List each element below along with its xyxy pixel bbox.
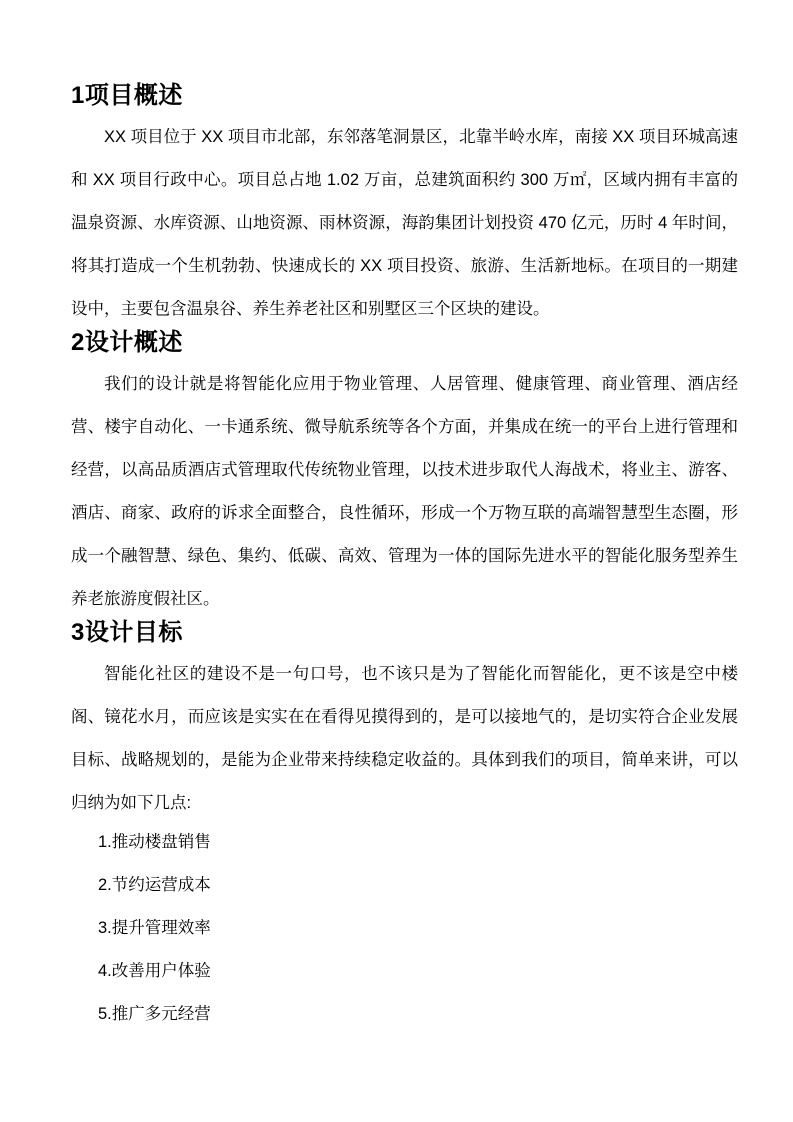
list-item-diversified-operation: 5.推广多元经营 xyxy=(98,1005,211,1023)
design-goal-list xyxy=(71,821,738,1036)
heading-project-overview: 1项目概述 xyxy=(71,82,183,109)
heading-design-goals: 3设计目标 xyxy=(71,619,183,646)
paragraph-design-goals: 智能化社区的建设不是一句口号，也不该只是为了智能化而智能化，更不该是空中楼阁、镜花水月，而应该是实实在在看得见摸得到的，是可以接地气的，是切实符合企业发展目标、战略规划的，是能为企业带来持续稳定收益的。具体到我们的项目，简单来讲，可以归纳为如下几点: xyxy=(71,665,738,812)
list-item-improve-efficiency: 3.提升管理效率 xyxy=(98,919,211,937)
paragraph-design-overview: 我们的设计就是将智能化应用于物业管理、人居管理、健康管理、商业管理、酒店经营、楼宇自动化、一卡通系统、微导航系统等各个方面，并集成在统一的平台上进行管理和经营，以高品质酒店式管理取代传统物业管理，以技术进步取代人海战术，将业主、游客、酒店、商家、政府的诉求全面整合，良性循环，形成一个万物互联的高端智慧型生态圈，形成一个融智慧、绿色、集约、低碳、高效、管理为一体的国际先进水平的智能化服务型养生养老旅游度假社区。 xyxy=(71,375,738,608)
list-item-improve-experience: 4.改善用户体验 xyxy=(98,962,211,980)
heading-design-overview: 2设计概述 xyxy=(71,329,183,356)
paragraph-project-overview: XX 项目位于 XX 项目市北部，东邻落笔洞景区，北靠半岭水库，南接 XX 项目环城高速和 XX 项目行政中心。项目总占地 1.02 万亩，总建筑面积约 300 万㎡，区域内拥有丰富的温泉资源、水库资源、山地资源、雨林资源，海韵集团计划投资 470 亿元，历时 4 年时间，将其打造成一个生机勃勃、快速成长的 XX 项目投资、旅游、生活新地标。在项目的一期建设中，主要包含温泉谷、养生养老社区和别墅区三个区块的建设。 xyxy=(71,128,738,318)
list-item-promote-sales: 1.推动楼盘销售 xyxy=(98,833,211,851)
list-item-save-costs: 2.节约运营成本 xyxy=(98,876,211,894)
